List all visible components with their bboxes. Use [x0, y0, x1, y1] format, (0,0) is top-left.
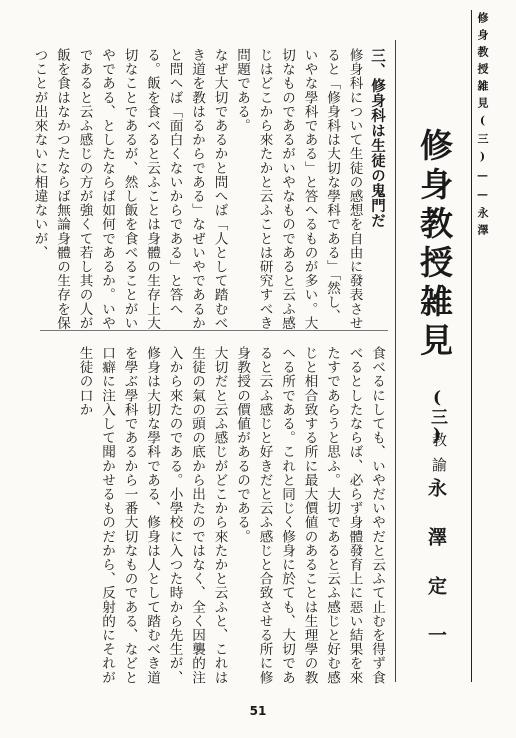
paragraph: なぜ大切であるかと問へば「人として踏むべき道を教はるからである」なぜいやであるかと問へば「面白くないからである」と答へる。飯を食べると云ふことは身體の生存上大切なことであるが、然し飯を食べることがいやである、としたならば如何であるか。いやであると云ふ感じの方が強くて若し其の人が飯を食はなかつたならば無論身體の生存を保つことが出來ないに相違ないが、	[31, 48, 228, 330]
article-title-number: (三)	[427, 388, 447, 445]
running-header: 修身教授雑見(三)——永澤	[476, 12, 489, 241]
section-heading: 三、修身科は生徒の鬼門だ	[369, 48, 386, 228]
bottom-text-block	[73, 346, 388, 686]
paragraph: 修身科について生徒の感想を自由に發表させると「修身科は大切な學科である」「然し、いやな學科である」と答へるものが多い。大切なものであるがいやなものであると云ふ感じはどこから來たかと云ふことは研究すべき問題である。	[234, 48, 363, 330]
block-divider	[40, 330, 388, 331]
article-title: 修身教授雑見	[415, 128, 454, 362]
top-text-block	[28, 48, 388, 334]
page-number: 51	[249, 704, 267, 718]
paragraph: 食べるにしても、いやだいやだと云ふて止むを得ず食べるとしたならば、必らず身體發育上に惡い結果を來たすであらうと思ふ。大切であると云ふ感じと好む感じと相合致する所に最大價値のあることは生理學の教へる所である。これと同じく修身に於ても、大切であると云ふ感じと好きだと云ふ感じと合致させる所に修身教授の價値があるのである。	[234, 346, 385, 685]
title-rule	[395, 40, 396, 682]
paragraph: 大切だと云ふ感じがどこから來たかと云ふと、これは生徒の氣の頭の底から出たのではなく、全く因襲的注入から來たのである。小學校に入つた時から先生が、修身は大切な學科である、修身は人として踏むべき道を學ぶ學科であるから一番大切なものである、などと口癖に注入して聞かせるものだから、反射的にそれが生徒の口か	[76, 346, 228, 685]
author-name: 永澤定一	[425, 478, 447, 674]
header-rule	[471, 10, 472, 682]
author-role: 教諭	[430, 432, 448, 482]
